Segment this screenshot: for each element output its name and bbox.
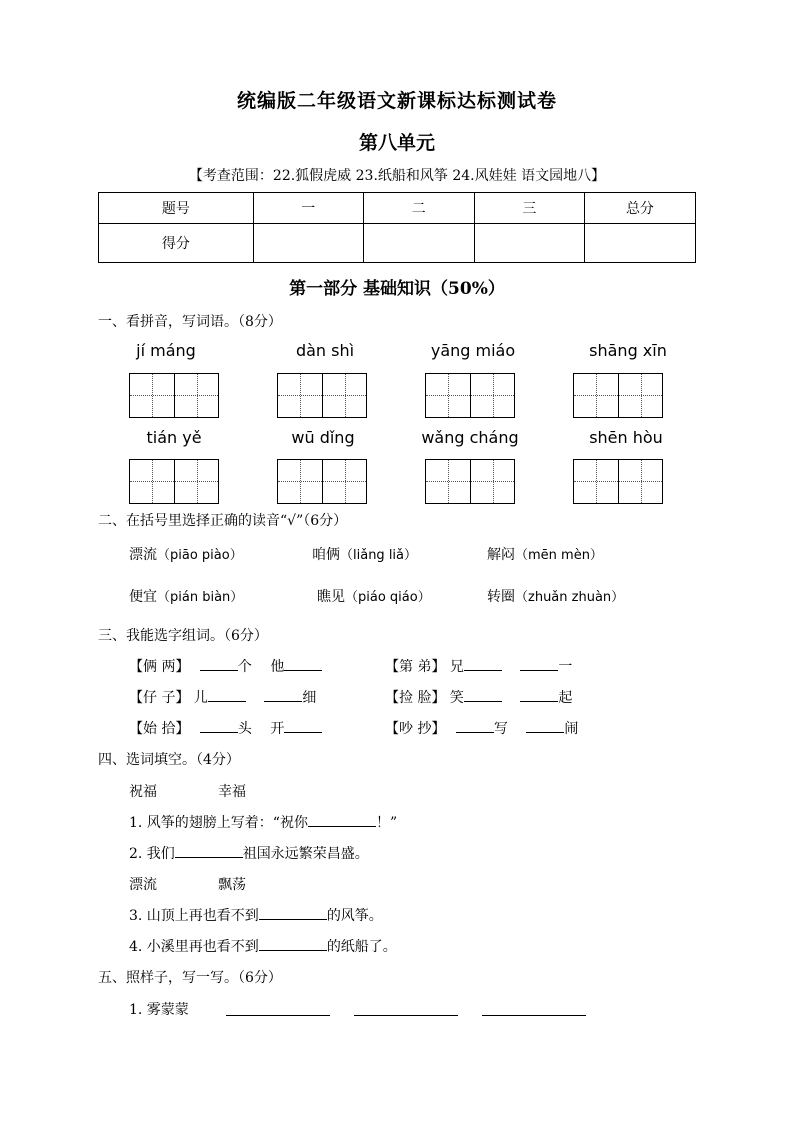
- sentence-text: ！”: [375, 815, 398, 831]
- char-group: 【捡 脸】: [385, 690, 446, 706]
- sentence-text: 的纸船了。: [326, 939, 397, 955]
- answer-blank[interactable]: [308, 812, 376, 827]
- answer-blank[interactable]: [200, 718, 238, 733]
- writing-grid[interactable]: [129, 373, 219, 418]
- char: 起: [558, 690, 573, 706]
- char: 笑: [449, 690, 464, 706]
- sentence-text: 的风筝。: [326, 908, 383, 924]
- answer-blank[interactable]: [175, 843, 243, 858]
- score-header-3: 三: [474, 193, 584, 224]
- word-option: 飘荡: [218, 877, 246, 893]
- writing-grid[interactable]: [425, 373, 515, 418]
- answer-blank[interactable]: [200, 656, 238, 671]
- writing-grid[interactable]: [425, 459, 515, 504]
- answer-blank[interactable]: [520, 656, 558, 671]
- sentence-4: [129, 936, 397, 956]
- answer-blank[interactable]: [259, 905, 327, 920]
- unit-title: 第八单元: [358, 132, 435, 154]
- pinyin-7: wǎng cháng: [421, 428, 519, 447]
- item-word: 漂流: [129, 547, 157, 563]
- word-choice-row: [129, 656, 322, 676]
- question-4-title: 四、选词填空。（4分）: [98, 752, 240, 768]
- pronunciation-item[interactable]: [317, 586, 431, 606]
- char-group: 【吵 抄】: [385, 721, 446, 737]
- score-header-1: 一: [253, 193, 363, 224]
- char: 一: [558, 659, 573, 675]
- answer-blank[interactable]: [259, 936, 327, 951]
- score-cell[interactable]: [363, 224, 474, 263]
- sentence-text: 4. 小溪里再也看不到: [129, 939, 259, 955]
- item-options: （mēn mèn）: [515, 548, 603, 563]
- question-2-title: 二、在括号里选择正确的读音“√”（6分）: [98, 513, 348, 529]
- item-word: 咱俩: [312, 547, 340, 563]
- pronunciation-item[interactable]: [487, 586, 624, 606]
- pronunciation-item[interactable]: [312, 544, 417, 564]
- answer-blank[interactable]: [520, 687, 558, 702]
- question-5-title: 五、照样子，写一写。（6分）: [98, 970, 282, 986]
- sentence-2: [129, 843, 369, 863]
- score-row-label: 得分: [99, 224, 254, 263]
- paper-title: 统编版二年级语文新课标达标测试卷: [236, 90, 557, 112]
- item-options: （pián biàn）: [157, 590, 244, 605]
- answer-blank[interactable]: [526, 718, 564, 733]
- sentence-1: [129, 812, 397, 832]
- word-choice-row: [385, 656, 572, 676]
- pinyin-6: wū dǐng: [291, 428, 355, 447]
- pinyin-8: shēn hòu: [589, 428, 663, 447]
- score-table: [98, 192, 696, 263]
- pinyin-2: dàn shì: [295, 341, 355, 360]
- char-group: 【俩 两】: [129, 659, 190, 675]
- sentence-text: 2. 我们: [129, 846, 175, 862]
- char: 开: [270, 721, 285, 737]
- sentence-text: 祖国永远繁荣昌盛。: [242, 846, 369, 862]
- pronunciation-item[interactable]: [487, 544, 603, 564]
- score-header-2: 二: [363, 193, 474, 224]
- question-1-title: 一、看拼音，写词语。（8分）: [98, 314, 282, 330]
- answer-line[interactable]: [226, 1015, 330, 1016]
- char-group: 【第 弟】: [385, 659, 446, 675]
- item-options: （piáo qiáo）: [345, 590, 431, 605]
- score-header-total: 总分: [584, 193, 695, 224]
- score-cell[interactable]: [474, 224, 584, 263]
- answer-blank[interactable]: [464, 656, 502, 671]
- char: 闹: [564, 721, 579, 737]
- char-group: 【仔 子】: [129, 690, 190, 706]
- part-title: 第一部分 基础知识（50%）: [289, 279, 505, 299]
- sentence-text: 1. 风筝的翅膀上写着：“祝你: [129, 815, 308, 831]
- char: 个: [237, 659, 252, 675]
- answer-blank[interactable]: [456, 718, 494, 733]
- item-word: 转圈: [487, 589, 515, 605]
- answer-blank[interactable]: [464, 687, 502, 702]
- question-3-title: 三、我能选字组词。（6分）: [98, 628, 268, 644]
- item-word: 便宜: [129, 589, 157, 605]
- answer-blank[interactable]: [208, 687, 246, 702]
- word-choice-row: [129, 687, 316, 707]
- word-option: 漂流: [129, 877, 157, 893]
- example-item: 1. 雾蒙蒙: [129, 1002, 189, 1018]
- char: 他: [270, 659, 285, 675]
- word-choice-row: [385, 718, 578, 738]
- item-options: （liǎng liǎ）: [340, 548, 418, 563]
- answer-blank[interactable]: [284, 656, 322, 671]
- score-cell[interactable]: [253, 224, 363, 263]
- pinyin-4: shāng xīn: [589, 341, 667, 360]
- word-choice-row: [129, 718, 322, 738]
- word-option: 幸福: [218, 784, 246, 800]
- pronunciation-item[interactable]: [129, 544, 243, 564]
- word-option: 祝福: [129, 784, 157, 800]
- sentence-text: 3. 山顶上再也看不到: [129, 908, 259, 924]
- char: 头: [237, 721, 252, 737]
- char-group: 【始 拾】: [129, 721, 190, 737]
- item-options: （zhuǎn zhuàn）: [515, 590, 625, 605]
- pinyin-3: yāng miáo: [430, 341, 516, 360]
- char: 细: [302, 690, 317, 706]
- writing-grid[interactable]: [277, 459, 367, 504]
- sentence-3: [129, 905, 383, 925]
- exam-range: 【考查范围：22.狐假虎威 23.纸船和风筝 24.风娃娃 语文园地八】: [188, 168, 606, 184]
- writing-grid[interactable]: [573, 459, 663, 504]
- pinyin-5: tián yě: [146, 428, 202, 447]
- char: 写: [493, 721, 508, 737]
- answer-line[interactable]: [482, 1015, 586, 1016]
- word-choice-row: [385, 687, 572, 707]
- item-word: 解闷: [487, 547, 515, 563]
- char: 儿: [193, 690, 208, 706]
- pronunciation-item[interactable]: [129, 586, 243, 606]
- pinyin-1: jí máng: [136, 341, 196, 360]
- score-header-label: 题号: [99, 193, 254, 224]
- char: 兄: [449, 659, 464, 675]
- answer-blank[interactable]: [264, 687, 302, 702]
- writing-grid[interactable]: [129, 459, 219, 504]
- writing-grid[interactable]: [573, 373, 663, 418]
- writing-grid[interactable]: [277, 373, 367, 418]
- item-options: （piāo piào）: [157, 548, 243, 563]
- score-cell[interactable]: [584, 224, 695, 263]
- item-word: 瞧见: [317, 589, 345, 605]
- answer-blank[interactable]: [284, 718, 322, 733]
- answer-line[interactable]: [354, 1015, 458, 1016]
